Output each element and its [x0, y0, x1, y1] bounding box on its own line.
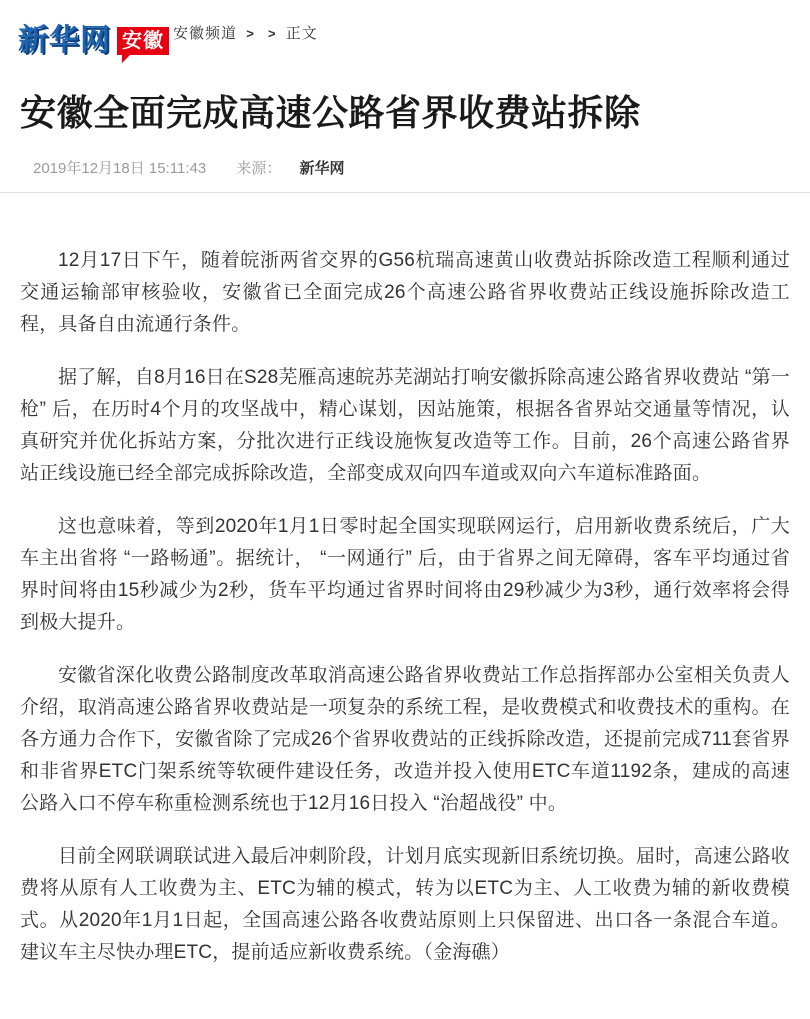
speech-bubble-tail-icon	[122, 54, 131, 63]
article-body	[20, 193, 790, 1019]
publish-datetime: 2019年12月18日 15:11:43	[33, 160, 207, 178]
article-paragraph: 安徽省深化收费公路制度改革取消高速公路省界收费站工作总指挥部办公室相关负责人介绍，取消高速公路省界收费站是一项复杂的系统工程，是收费模式和收费技术的重构。在各方通力合作下，安徽省除了完成26个省界收费站的正线拆除改造，还提前完成711套省界和非省界ETC门架系统等软硬件建设任务，改造并投入使用ETC车道1192条，建成的高速公路入口不停车称重检测系统也于12月16日投入 “治超战役” 中。	[20, 665, 790, 815]
article-paragraph: 12月17日下午，随着皖浙两省交界的G56杭瑞高速黄山收费站拆除改造工程顺利通过交通运输部审核验收，安徽省已全面完成26个高速公路省界收费站正线设施拆除改造工程，具备自由流通行条件。	[20, 250, 790, 336]
breadcrumb-current: 正文	[285, 25, 318, 42]
source-value: 新华网	[299, 160, 345, 178]
source-label: 来源：	[236, 160, 282, 178]
xinhuanet-logo-text: 新华网	[18, 24, 111, 57]
xinhuanet-logo[interactable]	[18, 26, 169, 56]
article-meta	[20, 157, 790, 178]
article-paragraph: 这也意味着，等到2020年1月1日零时起全国实现联网运行，启用新收费系统后，广大车主出省将 “一路畅通”。据统计， “一网通行” 后，由于省界之间无障碍，客车平均通过省界时间将由15秒减少为2秒，货车平均通过省界时间将由29秒减少为3秒，通行效率将会得到极大提升。	[20, 516, 790, 634]
article-paragraph: 据了解，自8月16日在S28芜雁高速皖苏芜湖站打响安徽拆除高速公路省界收费站 “第一枪” 后，在历时4个月的攻坚战中，精心谋划，因站施策，根据各省界站交通量等情况，认真研究并优化拆站方案，分批次进行正线设施恢复改造等工作。目前，26个高速公路省界站正线设施已经全部完成拆除改造，全部变成双向四车道或双向六车道标准路面。	[20, 367, 790, 485]
article-title: 安徽全面完成高速公路省界收费站拆除	[20, 92, 641, 133]
article-page	[0, 92, 810, 1019]
breadcrumb	[173, 22, 318, 43]
breadcrumb-channel-link[interactable]: 安徽频道	[173, 25, 238, 42]
article-paragraph: 目前全网联调联试进入最后冲刺阶段，计划月底实现新旧系统切换。届时，高速公路收费将从原有人工收费为主、ETC为辅的模式，转为以ETC为主、人工收费为辅的新收费模式。从2020年1月1日起，全国高速公路各收费站原则上只保留进、出口各一条混合车道。建议车主尽快办理ETC，提前适应新收费系统。（金海礁）	[20, 846, 790, 964]
breadcrumb-separator-icon: >	[267, 26, 277, 41]
anhui-channel-badge-label: 安徽	[122, 30, 164, 52]
site-header	[0, 0, 810, 66]
breadcrumb-separator-icon: >	[246, 26, 255, 41]
anhui-channel-badge	[117, 27, 169, 55]
